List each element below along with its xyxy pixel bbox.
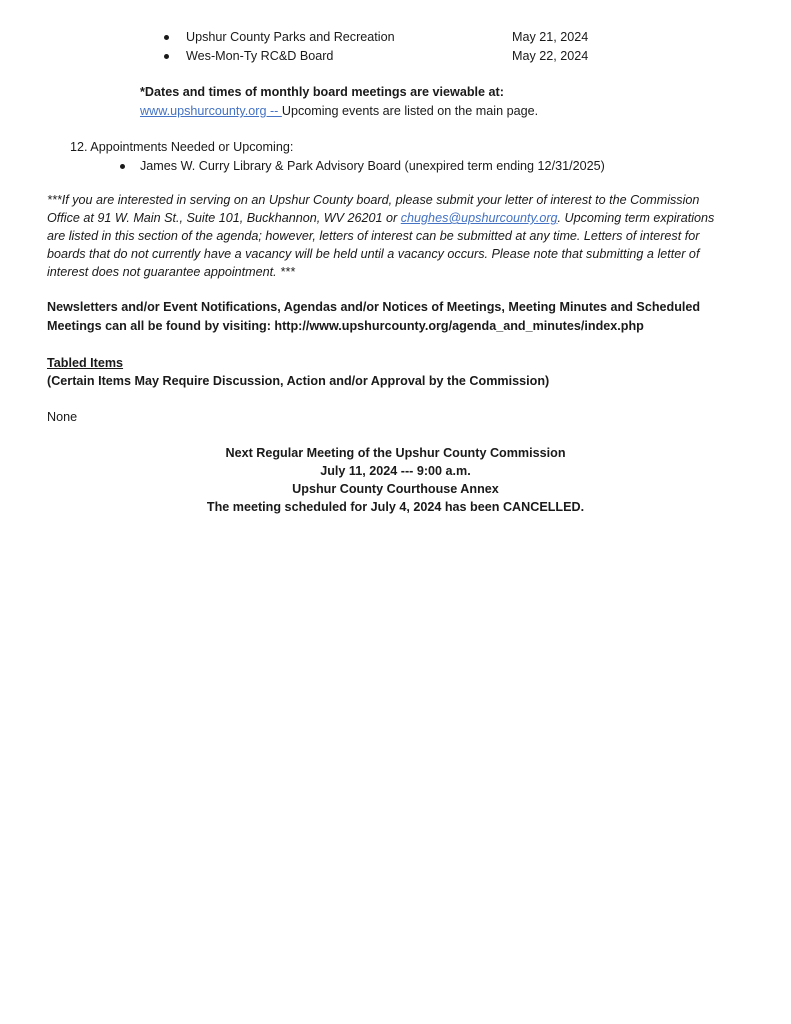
next-meeting-date: July 11, 2024 --- 9:00 a.m. bbox=[320, 464, 471, 478]
interest-note-line: boards that do not currently have a vacancy will be held until a vacancy occurs. Please note that submitting a letter of bbox=[47, 247, 700, 261]
website-link[interactable]: www.upshurcounty.org -- bbox=[140, 104, 282, 118]
bullet-icon bbox=[164, 54, 169, 59]
interest-note-text: Office at 91 W. Main St., Suite 101, Buckhannon, WV 26201 or bbox=[47, 211, 401, 225]
interest-note-line: ***If you are interested in serving on an Upshur County board, please submit your letter of interest to the Commission bbox=[47, 193, 700, 207]
newsletters-line: Meetings can all be found by visiting: http://www.upshurcounty.org/agenda_and_minutes/index.php bbox=[47, 319, 644, 333]
tabled-items-heading: Tabled Items bbox=[47, 356, 124, 370]
tabled-items-content: None bbox=[47, 410, 78, 424]
bullet-icon bbox=[164, 35, 169, 40]
meeting-date: May 22, 2024 bbox=[512, 49, 589, 63]
appointment-item: James W. Curry Library & Park Advisory Board (unexpired term ending 12/31/2025) bbox=[140, 159, 605, 173]
meeting-name: Upshur County Parks and Recreation bbox=[186, 30, 395, 44]
interest-note-line: are listed in this section of the agenda; however, letters of interest can be submitted at any time. Letters of interest for bbox=[47, 229, 700, 243]
meeting-date: May 21, 2024 bbox=[512, 30, 589, 44]
next-meeting-line: Next Regular Meeting of the Upshur County Commission bbox=[225, 446, 566, 460]
cancellation-notice: The meeting scheduled for July 4, 2024 has been CANCELLED. bbox=[206, 500, 585, 514]
dates-note-heading: *Dates and times of monthly board meetings are viewable at: bbox=[140, 85, 504, 99]
tabled-items-subheading: (Certain Items May Require Discussion, Action and/or Approval by the Commission) bbox=[47, 374, 550, 388]
interest-note-text: . Upcoming term expirations bbox=[557, 211, 715, 225]
interest-note-line: interest does not guarantee appointment. *** bbox=[47, 265, 295, 279]
newsletters-line: Newsletters and/or Event Notifications, Agendas and/or Notices of Meetings, Meeting Minutes and Scheduled bbox=[47, 300, 701, 314]
email-link[interactable]: chughes@upshurcounty.org bbox=[400, 211, 558, 225]
next-meeting-location: Upshur County Courthouse Annex bbox=[292, 482, 499, 496]
dates-note-rest: Upcoming events are listed on the main page. bbox=[281, 104, 539, 118]
interest-note-line bbox=[47, 211, 714, 225]
dates-note-line bbox=[140, 104, 538, 118]
appointments-heading: 12. Appointments Needed or Upcoming: bbox=[70, 140, 294, 154]
meeting-name: Wes-Mon-Ty RC&D Board bbox=[186, 49, 334, 63]
bullet-icon bbox=[120, 164, 125, 169]
